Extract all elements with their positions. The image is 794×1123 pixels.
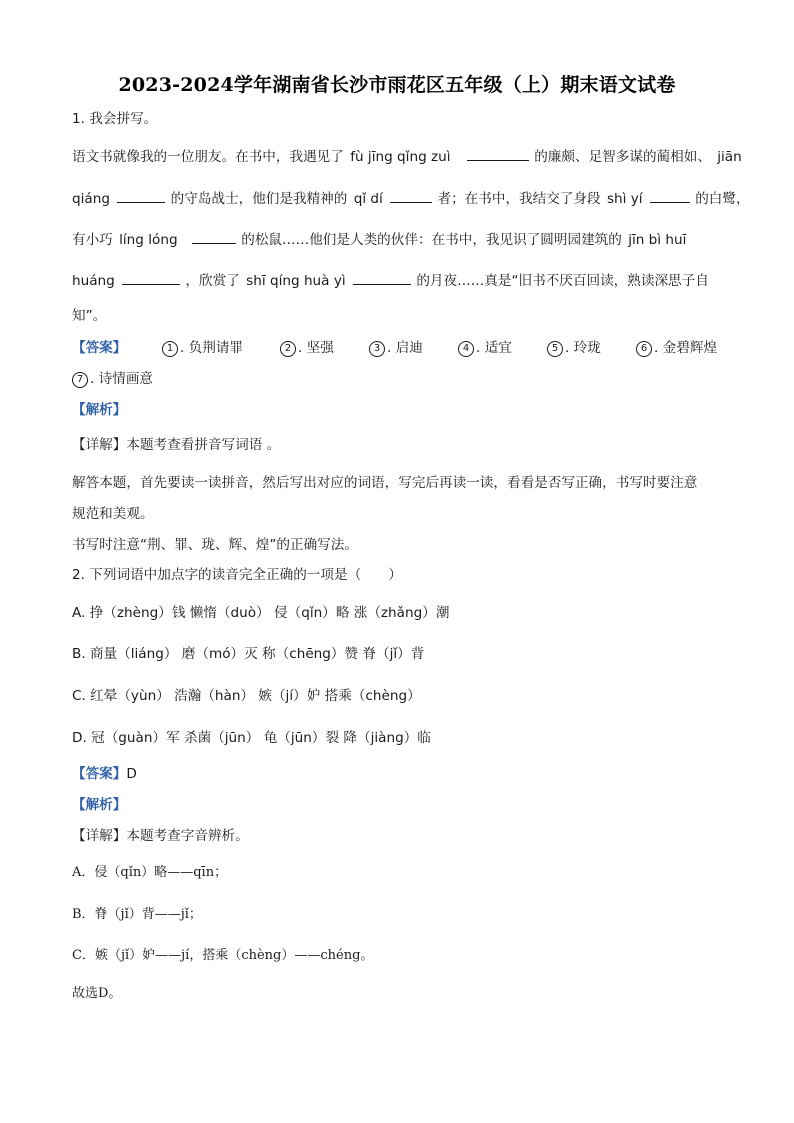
answer-tag: 【答案】 — [72, 766, 127, 782]
circled-number: 1 — [162, 341, 178, 357]
text: 的白鹭， — [695, 191, 750, 207]
text: 的守岛战士，他们是我精神的 — [170, 191, 348, 207]
pinyin: jīn bì huī — [628, 232, 687, 248]
q2-explain-a: A．侵（qǐn）略——qīn； — [72, 865, 228, 880]
text: ，欣赏了 — [185, 273, 240, 289]
text: 的松鼠……他们是人类的伙伴：在书中，我见识了圆明园建筑的 — [241, 232, 622, 248]
q2-explain-b: B．脊（jǐ）背——jǐ； — [72, 907, 202, 922]
q1-explanation-1b: 规范和美观。 — [72, 506, 154, 522]
pinyin: qiáng — [72, 191, 110, 207]
answer-text: 启迪 — [395, 340, 423, 356]
detail-tag: 【详解】 — [72, 828, 127, 844]
q1-line-1 — [72, 147, 744, 166]
answer-blank — [390, 189, 432, 203]
q2-conclusion: 故选D。 — [72, 986, 122, 1001]
analysis-tag: 【解析】 — [72, 797, 127, 813]
answer-item-7: 7 . 诗情画意 — [72, 370, 153, 388]
answer-blank — [117, 189, 165, 203]
q1-explanation-1: 解答本题，首先要读一读拼音，然后写出对应的词语，写完后再读一读，看看是否写正确，书写时要注意 — [72, 475, 698, 491]
q1-explanation-2: 书写时注意“荆、罪、珑、辉、煌”的正确写法。 — [72, 537, 358, 553]
answer-item-1: 1 . 负荆请罪 — [162, 339, 243, 357]
q1-line-3 — [72, 230, 688, 249]
pinyin: shì yí — [606, 191, 643, 207]
q1-line-4 — [72, 271, 709, 290]
circled-number: 6 — [636, 341, 652, 357]
answer-blank — [467, 147, 529, 161]
q1-line-2 — [72, 189, 750, 208]
pinyin: shī qíng huà yì — [246, 273, 346, 289]
answer-item-4: 4 . 适宜 — [458, 339, 512, 357]
q2-option-b: B. 商量（liáng） 磨（mó）灭 称（chēng）赞 脊（jǐ）背 — [72, 646, 425, 662]
answer-item-3: 3 . 启迪 — [369, 339, 423, 357]
text: 者；在书中，我结交了身段 — [437, 191, 601, 207]
detail-text: 本题考查字音辨析。 — [126, 828, 249, 844]
q1-answer-row — [72, 339, 732, 357]
q2-option-a: A. 挣（zhèng）钱 懒惰（duò） 侵（qǐn）略 涨（zhǎng）潮 — [72, 605, 450, 621]
pinyin: jiān — [717, 149, 742, 165]
answer-tag: 【答案】 — [72, 340, 127, 356]
answer-text: 诗情画意 — [98, 371, 154, 387]
circled-number: 3 — [369, 341, 385, 357]
text: 有小巧 — [72, 232, 113, 248]
q1-heading: 1. 我会拼写。 — [72, 111, 158, 127]
answer-blank — [650, 189, 690, 203]
text: 的廉颇、足智多谋的蔺相如、 — [534, 149, 711, 165]
answer-item-5: 5 . 玲珑 — [547, 339, 601, 357]
q1-detail — [72, 436, 280, 454]
detail-tag: 【详解】 — [72, 437, 127, 453]
text: 的月夜……真是“旧书不厌百回读，熟读深思子自 — [416, 273, 709, 289]
q2-detail — [72, 827, 249, 845]
answer-blank — [353, 271, 411, 285]
circled-number: 5 — [547, 341, 563, 357]
answer-value: D — [126, 766, 137, 782]
answer-item-6: 6 . 金碧辉煌 — [636, 339, 717, 357]
answer-blank — [122, 271, 180, 285]
pinyin: huáng — [72, 273, 115, 289]
pinyin: líng lóng — [119, 232, 178, 248]
circled-number: 2 — [280, 341, 296, 357]
q2-option-c: C. 红晕（yùn） 浩瀚（hàn） 嫉（jí）妒 搭乘（chèng） — [72, 688, 421, 704]
q2-heading: 2. 下列词语中加点字的读音完全正确的一项是（ ） — [72, 567, 402, 583]
q1-line-5: 知”。 — [72, 308, 107, 324]
q2-explain-c: C．嫉（jǐ）妒——jí，搭乘（chèng）——chéng。 — [72, 948, 374, 963]
answer-blank — [192, 230, 236, 244]
text: 语文书就像我的一位朋友。在书中，我遇见了 — [72, 149, 344, 165]
q2-option-d: D. 冠（guàn）军 杀菌（jūn） 龟（jūn）裂 降（jiàng）临 — [72, 730, 431, 746]
pinyin: qǐ dí — [353, 191, 383, 207]
answer-text: 适宜 — [484, 340, 512, 356]
answer-text: 玲珑 — [573, 340, 601, 356]
pinyin: fù jīng qǐng zuì — [350, 149, 451, 165]
detail-text: 本题考查看拼音写词语 。 — [126, 437, 281, 453]
answer-text: 金碧辉煌 — [662, 340, 718, 356]
circled-number: 7 — [72, 372, 88, 388]
page-title: 2023-2024学年湖南省长沙市雨花区五年级（上）期末语文试卷 — [118, 74, 676, 96]
q2-answer — [72, 765, 137, 783]
answer-text: 负荆请罪 — [188, 340, 244, 356]
answer-text: 坚强 — [306, 340, 334, 356]
analysis-tag: 【解析】 — [72, 402, 127, 418]
circled-number: 4 — [458, 341, 474, 357]
answer-item-2: 2 . 坚强 — [280, 339, 334, 357]
